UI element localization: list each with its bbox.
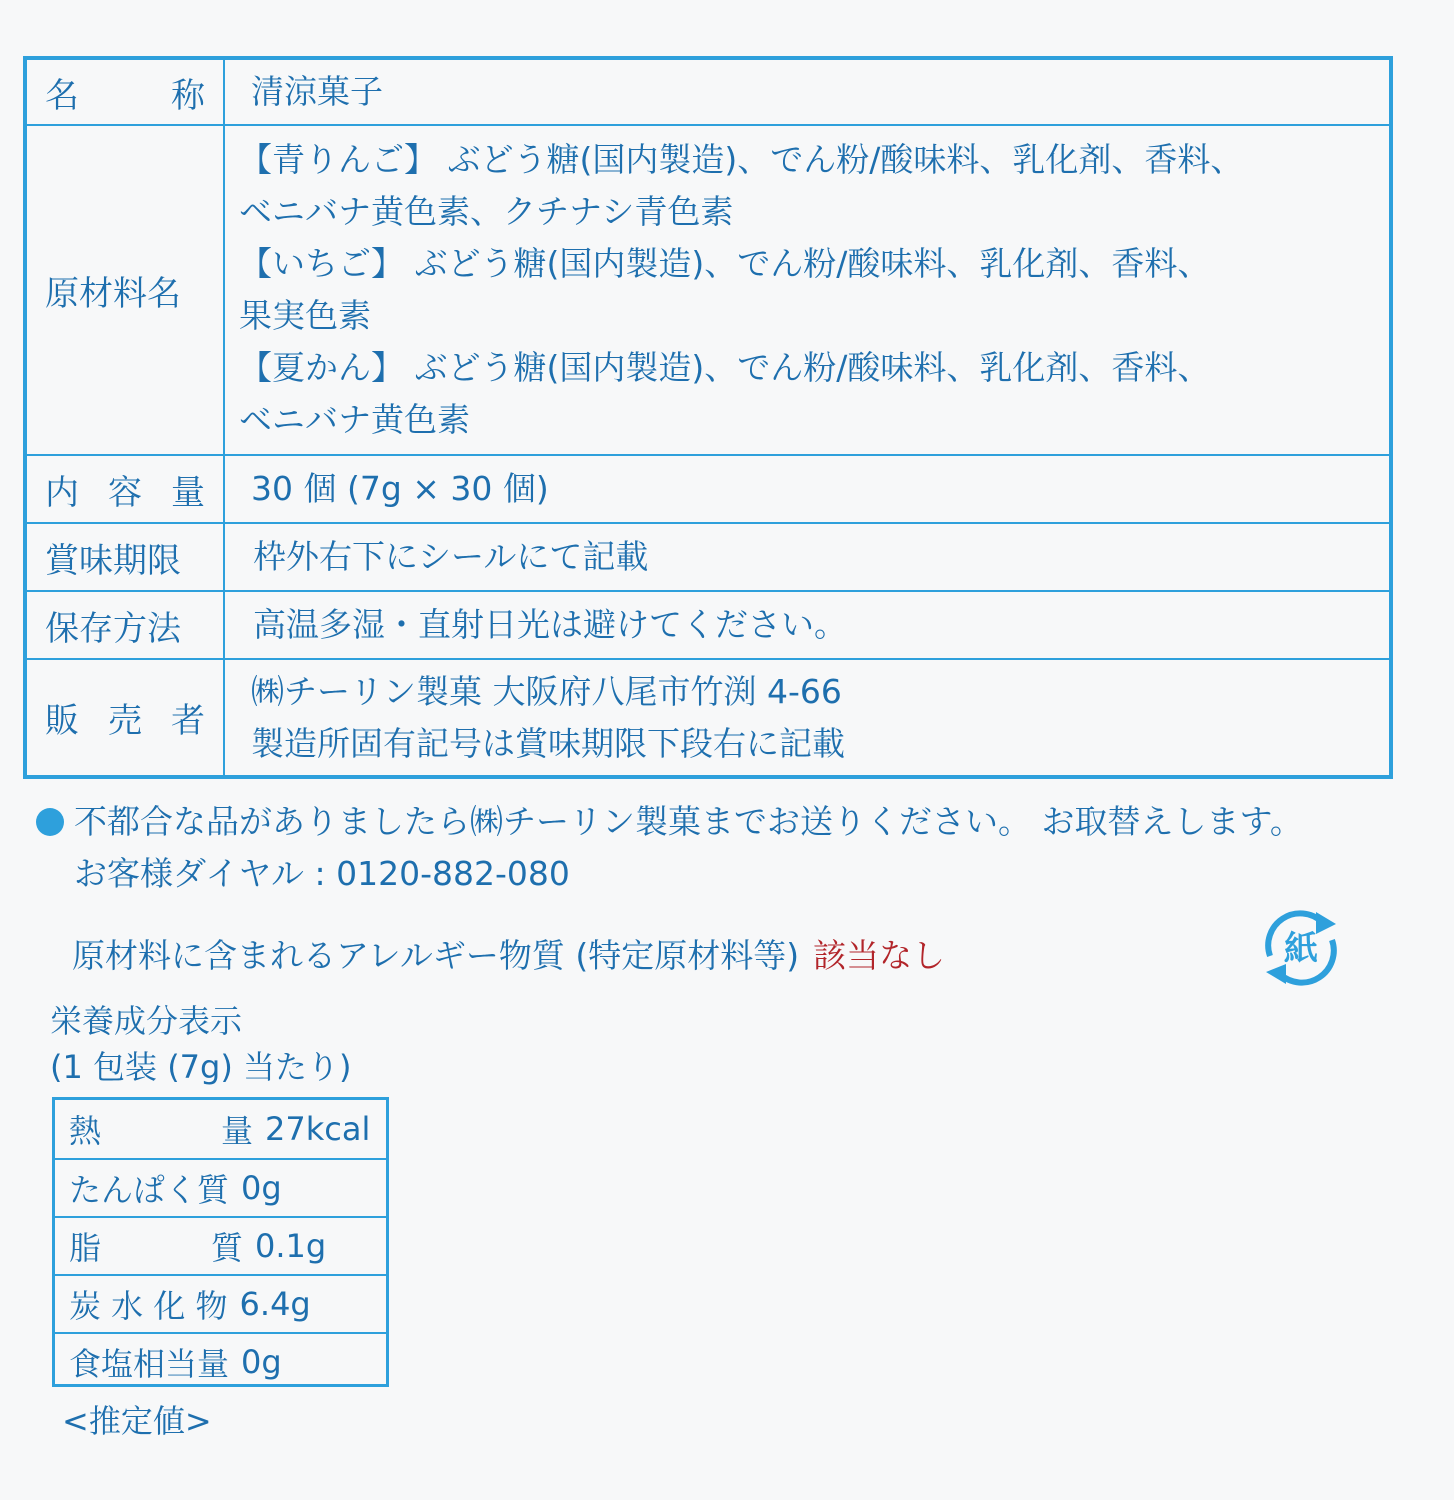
nutrition-row: 脂 質 0.1g	[55, 1216, 386, 1274]
allergy-status: 該当なし	[813, 936, 946, 975]
row-best-before	[27, 522, 1389, 590]
nutrition-row: 食塩相当量 0g	[55, 1332, 386, 1390]
bullet-dot-icon	[36, 808, 64, 836]
nutrition-row: 炭 水 化 物 6.4g	[55, 1274, 386, 1332]
paper-recycle-icon	[1256, 906, 1346, 990]
label-storage: 保存方法	[27, 592, 225, 658]
label-best-before: 賞味期限	[27, 524, 225, 590]
label-seller: 販 売 者	[27, 660, 225, 775]
nutrition-title: 栄養成分表示	[50, 1002, 243, 1040]
nutrition-note: <推定値>	[62, 1402, 212, 1440]
label-ingredients: 原材料名	[27, 126, 225, 454]
product-label-table	[23, 56, 1393, 779]
allergy-text: 原材料に含まれるアレルギー物質 (特定原材料等)	[72, 936, 800, 975]
value-ingredients: 【青りんご】 ぶどう糖(国内製造)、でん粉/酸味料、乳化剤、香料、 ベニバナ黄色素、クチナシ青色素 【いちご】 ぶどう糖(国内製造)、でん粉/酸味料、乳化剤、香料、 果実色素 【夏かん】 ぶどう糖(国内製造)、でん粉/酸味料、乳化剤、香料、 ベニバナ黄色素	[239, 140, 1244, 439]
customer-notice	[36, 796, 1303, 900]
row-seller	[27, 658, 1389, 775]
row-ingredients	[27, 124, 1389, 454]
notice-line-1: 不都合な品がありましたら㈱チーリン製菓までお送りください。 お取替えします。	[74, 802, 1303, 841]
label-contents: 内 容 量	[27, 456, 225, 522]
row-contents	[27, 454, 1389, 522]
value-storage: 高温多湿・直射日光は避けてください。	[253, 605, 847, 644]
allergy-info	[72, 930, 945, 977]
value-best-before: 枠外右下にシールにて記載	[253, 537, 649, 576]
value-seller: ㈱チーリン製菓 大阪府八尾市竹渕 4-66 製造所固有記号は賞味期限下段右に記載	[251, 672, 845, 763]
nutrition-header	[50, 998, 352, 1090]
recycle-mark-text: 紙	[1284, 929, 1318, 969]
nutrition-table	[52, 1097, 389, 1387]
nutrition-basis: (1 包装 (7g) 当たり)	[50, 1048, 352, 1086]
row-storage	[27, 590, 1389, 658]
notice-line-2: お客様ダイヤル : 0120-882-080	[74, 854, 570, 893]
value-contents: 30 個 (7g × 30 個)	[251, 469, 549, 508]
nutrition-row: たんぱく質 0g	[55, 1158, 386, 1216]
nutrition-row: 熱 量 27kcal	[69, 1110, 371, 1150]
row-name	[27, 60, 1389, 124]
value-name: 清涼菓子	[251, 72, 383, 111]
label-name: 名 称	[27, 60, 225, 124]
